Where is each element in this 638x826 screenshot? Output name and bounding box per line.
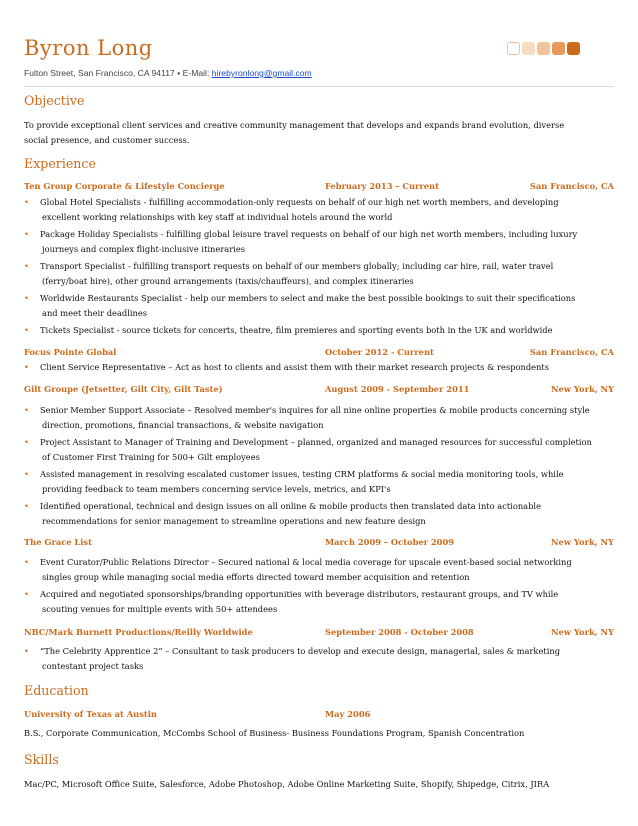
job-location: New York, NY — [550, 537, 614, 547]
section-title-experience: Experience — [24, 156, 96, 171]
job-header — [24, 627, 614, 641]
education-header — [24, 709, 614, 723]
job-header — [24, 181, 614, 195]
contact-line — [24, 68, 312, 78]
list-item: • Worldwide Restaurants Specialist - help our members to select and make the best possible bookings to suit their specifications and meet their deadlines — [24, 293, 576, 318]
list-item: • Tickets Specialist - source tickets for concerts, theatre, film premieres and sporting events both in the UK and worldwide — [24, 323, 618, 338]
education-degree: B.S., Corporate Communication, McCombs School of Business- Business Foundations Program, Spanish Concentration — [24, 728, 525, 738]
list-item: • Assisted management in resolving escalated customer issues, testing CRM platforms & social media monitoring tools, while providing feedback to team members concerning service levels, metrics, and KPI's — [24, 469, 564, 494]
list-item: • Senior Member Support Associate – Resolved member's inquires for all nine online properties & mobile products concerning style direction, promotions, financial transactions, & website navigation — [24, 405, 590, 430]
job-dates: March 2009 – October 2009 — [325, 537, 454, 547]
square-3-icon — [537, 42, 550, 55]
job-location: San Francisco, CA — [529, 181, 614, 191]
header-divider — [24, 86, 614, 87]
bullet-icon: • — [24, 293, 29, 303]
education-school: University of Texas at Austin — [24, 709, 157, 719]
email-link[interactable]: hirebyronlong@gmail.com — [211, 68, 312, 78]
bullet-icon: • — [24, 362, 29, 372]
bullet-icon: • — [24, 437, 29, 447]
square-2-icon — [522, 42, 535, 55]
job-dates: September 2008 - October 2008 — [325, 627, 474, 637]
square-5-icon — [567, 42, 580, 55]
list-item: • Package Holiday Specialists - fulfilling global leisure travel requests on behalf of our high net worth members, including luxury journeys and complex flight-inclusive itineraries — [24, 229, 578, 254]
list-item: • Event Curator/Public Relations Director – Secured national & local media coverage for upscale event-based social networking singles group while managing social media efforts directed toward member acquisition and retention — [24, 557, 572, 582]
education-date: May 2006 — [325, 709, 371, 719]
job-location: New York, NY — [550, 384, 614, 394]
bullet-icon: • — [24, 197, 29, 207]
bullet-icon: • — [24, 646, 29, 656]
objective-line-2: social presence, and customer success. — [24, 135, 190, 145]
bullet-icon: • — [24, 405, 29, 415]
decorative-color-squares — [507, 42, 580, 55]
bullet-icon: • — [24, 325, 29, 335]
job-header — [24, 347, 614, 361]
job-company: Focus Pointe Global — [24, 347, 117, 357]
bullet-icon: • — [24, 469, 29, 479]
job-dates: August 2009 - September 2011 — [325, 384, 470, 394]
candidate-name: Byron Long — [24, 36, 153, 60]
job-company: NBC/Mark Burnett Productions/Reilly Worldwide — [24, 627, 253, 637]
job-bullets — [24, 195, 618, 338]
list-item: • “The Celebrity Apprentice 2” – Consultant to task producers to develop and execute design, managerial, sales & marketing contestant project tasks — [24, 646, 561, 671]
job-company: The Grace List — [24, 537, 92, 547]
skills-line: Mac/PC, Microsoft Office Suite, Salesforce, Adobe Photoshop, Adobe Online Marketing Suite, Shopify, Shipedge, Citrix, JIRA — [24, 779, 550, 789]
bullet-icon: • — [24, 261, 29, 271]
job-location: New York, NY — [550, 627, 614, 637]
job-location: San Francisco, CA — [529, 347, 614, 357]
job-company: Gilt Groupe (Jetsetter, Gilt City, Gilt Taste) — [24, 384, 223, 394]
bullet-icon: • — [24, 501, 29, 511]
bullet-icon: • — [24, 557, 29, 567]
job-bullets — [24, 403, 618, 528]
square-4-icon — [552, 42, 565, 55]
list-item: • Identified operational, technical and design issues on all online & mobile products then translated data into actionable recommendations for senior management to streamline operations and new feature design — [24, 501, 541, 526]
list-item: • Transport Specialist - fulfilling transport requests on behalf of our members globally; including car hire, rail, water travel (ferry/boat hire), other ground arrangements (taxis/chauffeurs), and complex itineraries — [24, 261, 554, 286]
job-bullets — [24, 644, 618, 673]
section-title-skills: Skills — [24, 752, 59, 767]
job-dates: February 2013 – Current — [325, 181, 439, 191]
job-header — [24, 537, 614, 551]
section-title-education: Education — [24, 683, 89, 698]
square-1-icon — [507, 42, 520, 55]
job-bullets — [24, 555, 618, 616]
list-item: • Acquired and negotiated sponsorships/branding opportunities with beverage distributors, restaurant groups, and TV while scouting venues for multiple events with 50+ attendees — [24, 589, 559, 614]
job-bullets — [24, 360, 618, 375]
list-item: • Project Assistant to Manager of Training and Development – planned, organized and managed resources for successful completion of Customer First Training for 500+ Gilt employees — [24, 437, 592, 462]
bullet-icon: • — [24, 229, 29, 239]
objective-line-1: To provide exceptional client services and creative community management that develops and expands brand evolution, diverse — [24, 120, 565, 130]
list-item: • Client Service Representative – Act as host to clients and assist them with their market research projects & respondents — [24, 360, 618, 375]
bullet-icon: • — [24, 589, 29, 599]
job-dates: October 2012 - Current — [325, 347, 434, 357]
job-company: Ten Group Corporate & Lifestyle Concierge — [24, 181, 225, 191]
list-item: • Global Hotel Specialists - fulfilling accommodation-only requests on behalf of our high net worth members, and developing excellent working relationships with key staff at individual hotels around the world — [24, 197, 559, 222]
section-title-objective: Objective — [24, 93, 85, 108]
job-header — [24, 384, 614, 398]
contact-address: Fulton Street, San Francisco, CA 94117 ▪ E-Mail: — [24, 68, 212, 78]
